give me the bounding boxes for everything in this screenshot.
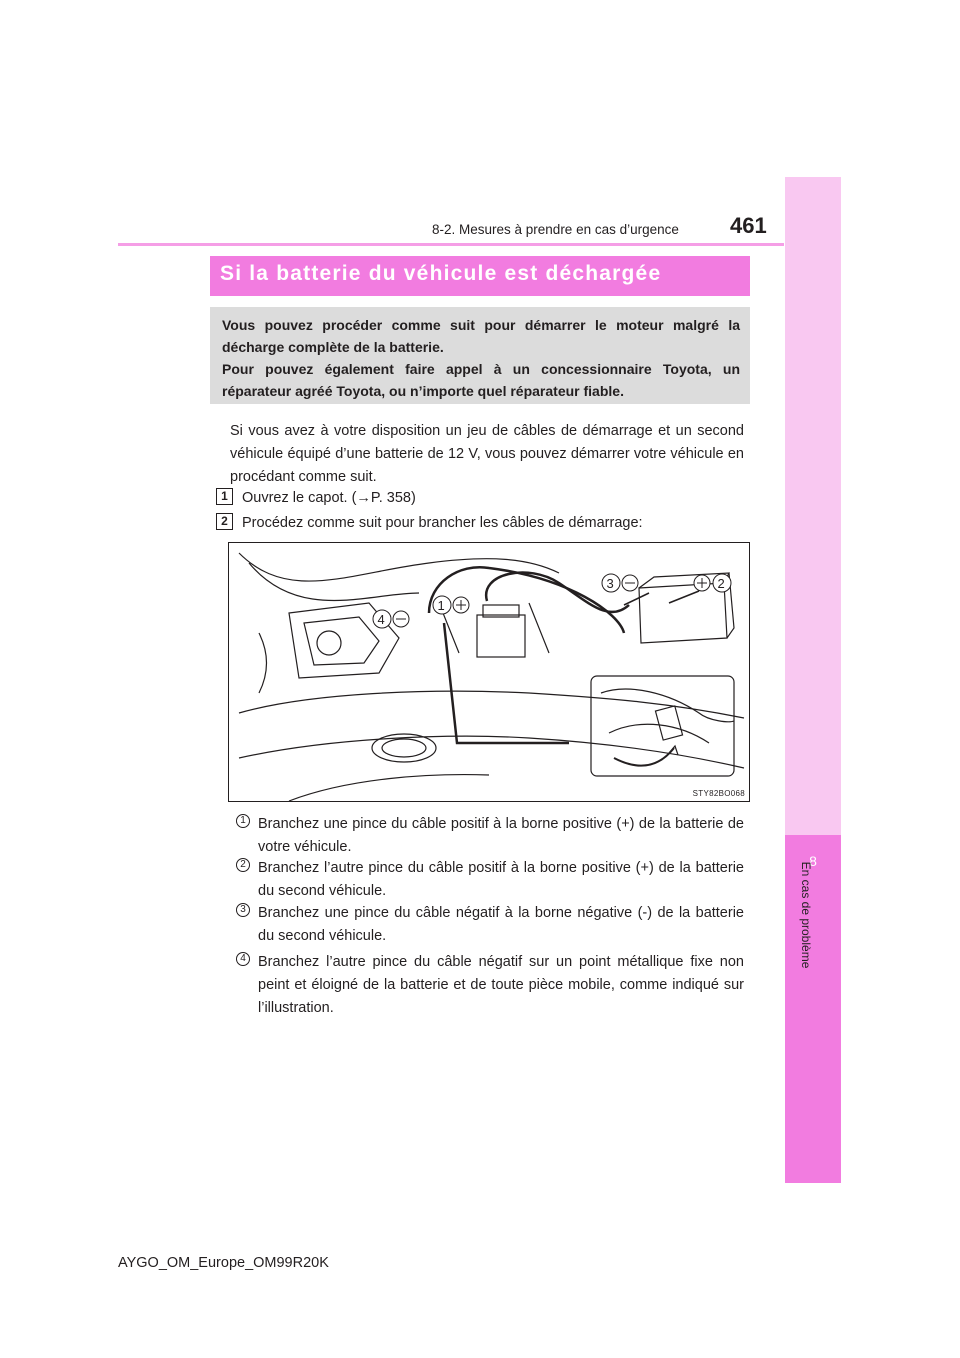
callout-2: 2 [717, 576, 725, 591]
document-code: AYGO_OM_Europe_OM99R20K [118, 1255, 329, 1271]
list-number: 3 [236, 903, 250, 917]
page-title: Si la batterie du véhicule est déchargée [220, 262, 662, 285]
chapter-tab-active [785, 835, 841, 1183]
list-text: Branchez l’autre pince du câble positif à la borne positive (+) de la batterie du second véhicule. [258, 860, 744, 899]
list-text: Branchez une pince du câble positif à la borne positive (+) de la batterie de votre véhicule. [258, 816, 744, 855]
figure-code: STY82BO068 [692, 789, 745, 798]
header-rule [118, 243, 784, 246]
callout-4: 4 [377, 612, 385, 627]
list-item [236, 902, 744, 948]
page-number: 461 [730, 213, 767, 238]
section-reference: 8-2. Mesures à prendre en cas d’urgence [432, 222, 679, 237]
engine-bay-drawing [229, 543, 749, 801]
step-text: Procédez comme suit pour brancher les câbles de démarrage: [242, 515, 643, 531]
callout-3: 3 [606, 576, 614, 591]
intro-line: Vous pouvez procéder comme suit pour démarrer le moteur malgré la [222, 317, 740, 333]
step-text: Ouvrez le capot. (→P. 358) [242, 490, 416, 506]
list-text: Branchez une pince du câble négatif à la borne négative (-) de la batterie du second véhicule. [258, 905, 744, 944]
chapter-number: 8 [809, 853, 817, 869]
intro-text [222, 314, 740, 402]
list-number: 4 [236, 952, 250, 966]
intro-line: décharge complète de la batterie. [222, 339, 444, 355]
body-paragraph: Si vous avez à votre disposition un jeu de câbles de démarrage et un second véhicule équipé d’une batterie de 12 V, vous pouvez démarrer votre véhicule en procédant comme suit. [230, 423, 744, 485]
intro-line: réparateur agréé Toyota, ou n’importe quel réparateur fiable. [222, 383, 624, 399]
callout-1: 1 [437, 598, 445, 613]
list-text: Branchez l’autre pince du câble négatif sur un point métallique fixe non peint et éloigné de la batterie et de toute pièce mobile, comme indiqué sur l’illustration. [258, 954, 744, 1016]
list-item [236, 813, 744, 859]
step-number-box: 1 [216, 488, 233, 505]
chapter-label: En cas de problème [799, 861, 813, 969]
list-number: 2 [236, 858, 250, 872]
list-item [236, 857, 744, 903]
intro-line: Pour pouvez également faire appel à un concessionnaire Toyota, un [222, 361, 740, 377]
list-number: 1 [236, 814, 250, 828]
step-number-box: 2 [216, 513, 233, 530]
jump-start-illustration [228, 542, 750, 802]
list-item [236, 951, 744, 1020]
